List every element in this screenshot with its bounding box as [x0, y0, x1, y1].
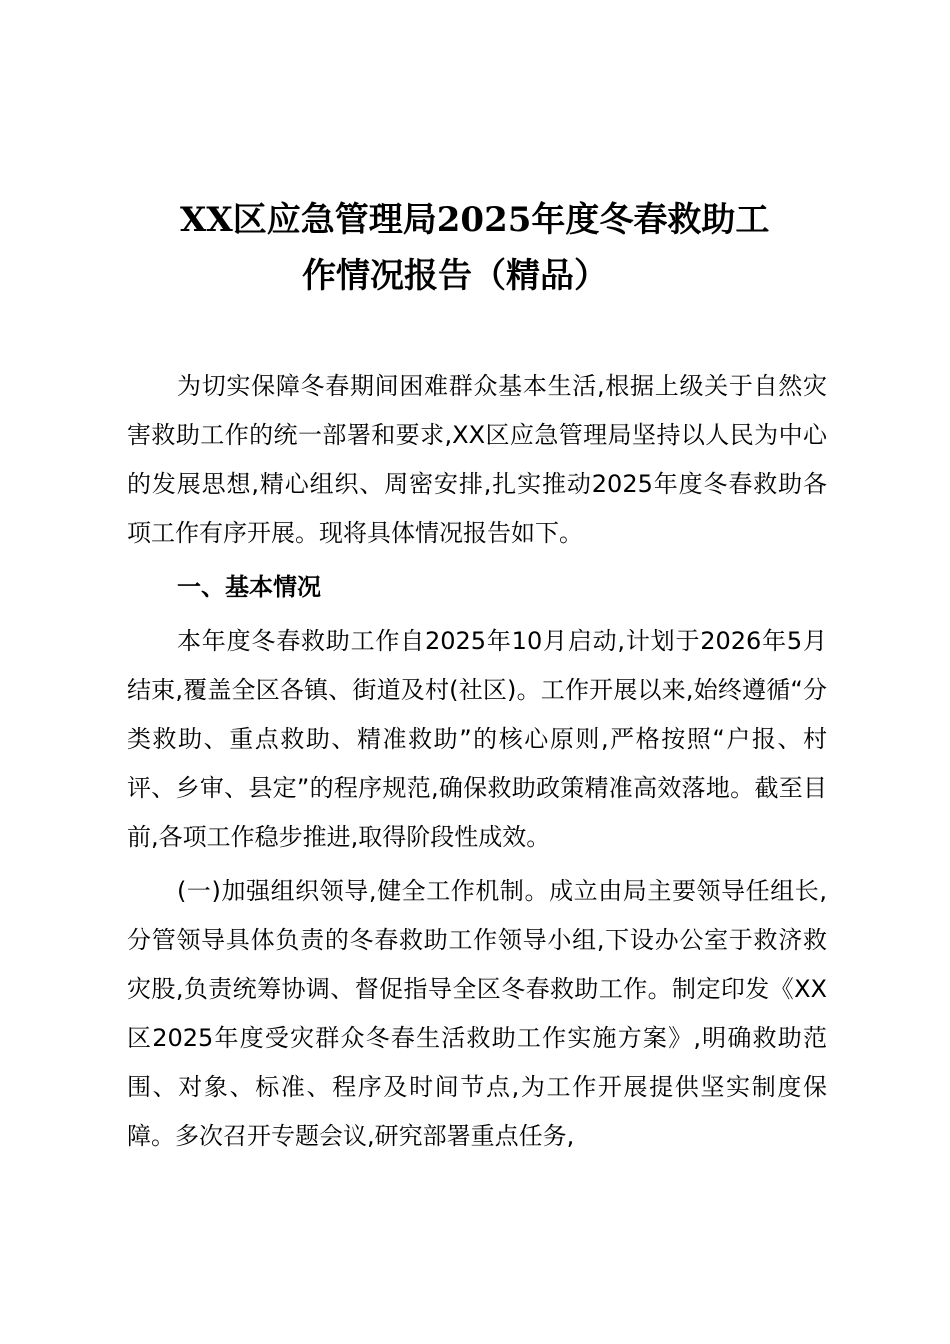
document-body: [127, 362, 827, 1166]
title-line-1: XX区应急管理局2025年度冬春救助工: [180, 200, 770, 240]
basic-situation-paragraph: 本年度冬春救助工作自2025年10月启动,计划于2026年5月结束,覆盖全区各镇、街道及村(社区)。工作开展以来,始终遵循“分类救助、重点救助、精准救助”的核心原则,严格按照“户报、村评、乡审、县定”的程序规范,确保救助政策精准高效落地。截至目前,各项工作稳步推进,取得阶段性成效。: [127, 627, 827, 851]
intro-paragraph: 为切实保障冬春期间困难群众基本生活,根据上级关于自然灾害救助工作的统一部署和要求,XX区应急管理局坚持以人民为中心的发展思想,精心组织、周密安排,扎实推动2025年度冬春救助各项工作有序开展。现将具体情况报告如下。: [127, 372, 827, 547]
document-title: [120, 192, 880, 304]
title-line-2: 作情况报告（精品）: [302, 256, 608, 296]
organization-leadership-paragraph: (一)加强组织领导,健全工作机制。成立由局主要领导任组长,分管领导具体负责的冬春救助工作领导小组,下设办公室于救济救灾股,负责统筹协调、督促指导全区冬春救助工作。制定印发《XX区2025年度受灾群众冬春生活救助工作实施方案》,明确救助范围、对象、标准、程序及时间节点,为工作开展提供坚实制度保障。多次召开专题会议,研究部署重点任务,: [127, 877, 827, 1150]
section-heading-basic-situation: 一、基本情况: [177, 573, 321, 601]
